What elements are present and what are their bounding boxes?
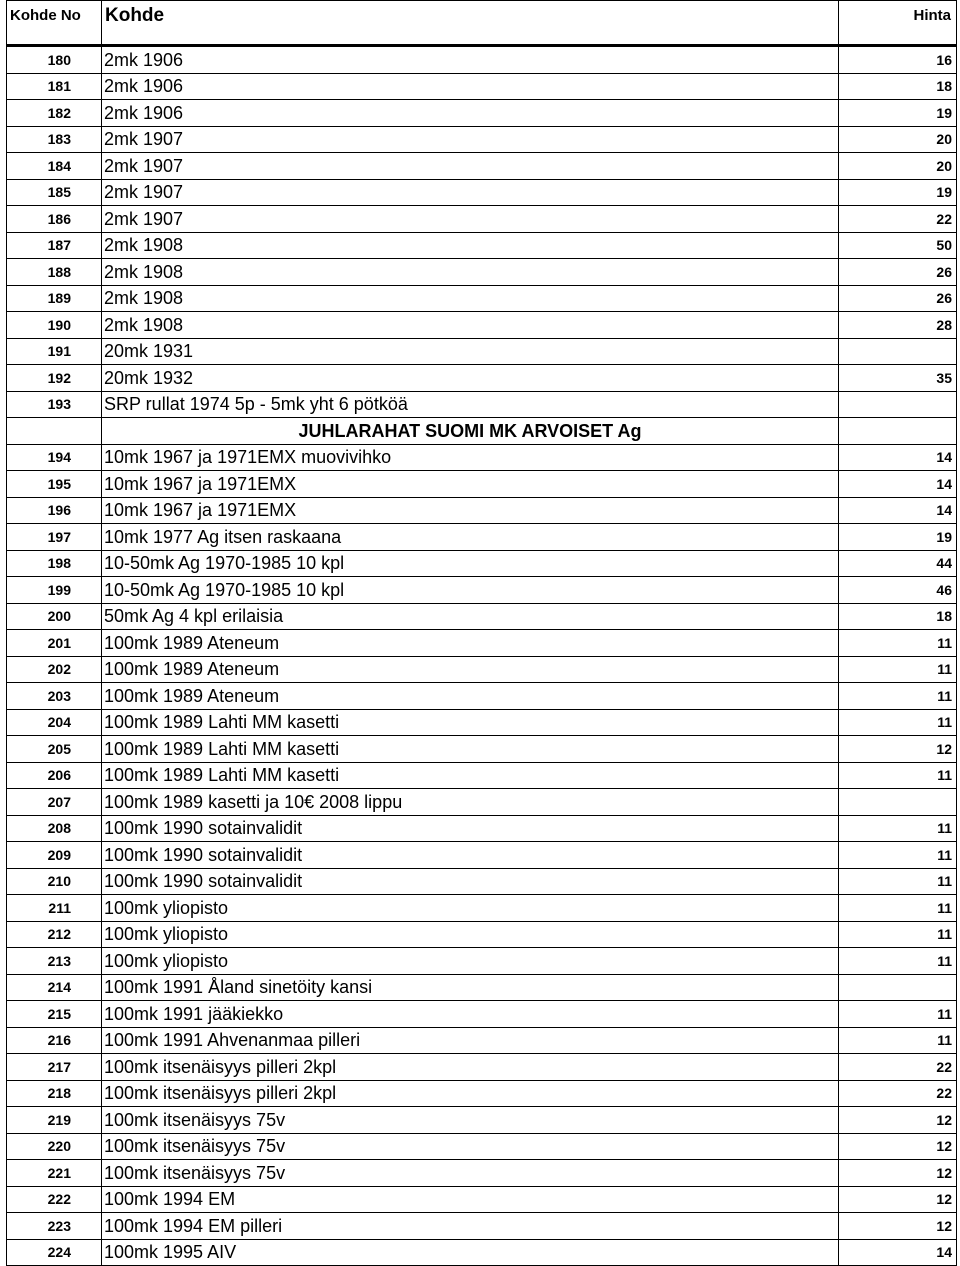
item-name: 2mk 1908 xyxy=(102,232,839,259)
item-price: 12 xyxy=(839,736,957,763)
item-number: 191 xyxy=(7,338,102,365)
item-number: 200 xyxy=(7,603,102,630)
price-list-table xyxy=(6,0,957,1266)
table-row xyxy=(7,815,957,842)
item-name: 100mk 1989 kasetti ja 10€ 2008 lippu xyxy=(102,789,839,816)
item-name: 2mk 1908 xyxy=(102,312,839,339)
item-price: 11 xyxy=(839,762,957,789)
table-row xyxy=(7,948,957,975)
item-number: 219 xyxy=(7,1107,102,1134)
table-row xyxy=(7,153,957,180)
item-price: 22 xyxy=(839,1080,957,1107)
item-number: 181 xyxy=(7,73,102,100)
table-row xyxy=(7,1027,957,1054)
item-price xyxy=(839,391,957,418)
item-price: 11 xyxy=(839,1027,957,1054)
item-number: 199 xyxy=(7,577,102,604)
item-price: 20 xyxy=(839,153,957,180)
item-number: 182 xyxy=(7,100,102,127)
item-number: 224 xyxy=(7,1239,102,1266)
item-number: 189 xyxy=(7,285,102,312)
item-name: 100mk 1989 Ateneum xyxy=(102,656,839,683)
item-price: 12 xyxy=(839,1107,957,1134)
item-price: 19 xyxy=(839,100,957,127)
table-row xyxy=(7,868,957,895)
table-row xyxy=(7,365,957,392)
table-row xyxy=(7,206,957,233)
item-number: 198 xyxy=(7,550,102,577)
table-row xyxy=(7,762,957,789)
item-number: 197 xyxy=(7,524,102,551)
table-row xyxy=(7,73,957,100)
item-price: 11 xyxy=(839,683,957,710)
item-price: 11 xyxy=(839,815,957,842)
item-price: 18 xyxy=(839,603,957,630)
price-list-sheet xyxy=(6,0,956,1266)
table-row xyxy=(7,656,957,683)
table-row xyxy=(7,709,957,736)
item-name: 2mk 1907 xyxy=(102,126,839,153)
item-price: 35 xyxy=(839,365,957,392)
item-name: 20mk 1932 xyxy=(102,365,839,392)
item-name: 100mk 1989 Lahti MM kasetti xyxy=(102,762,839,789)
item-number: 205 xyxy=(7,736,102,763)
table-row xyxy=(7,921,957,948)
table-row xyxy=(7,1186,957,1213)
item-name: 100mk 1990 sotainvalidit xyxy=(102,868,839,895)
item-number: 190 xyxy=(7,312,102,339)
item-number: 203 xyxy=(7,683,102,710)
item-number: 196 xyxy=(7,497,102,524)
table-row xyxy=(7,391,957,418)
item-price: 50 xyxy=(839,232,957,259)
item-number: 209 xyxy=(7,842,102,869)
table-row xyxy=(7,285,957,312)
item-name: 2mk 1906 xyxy=(102,46,839,74)
table-row xyxy=(7,100,957,127)
item-name: 2mk 1907 xyxy=(102,153,839,180)
item-name: 2mk 1906 xyxy=(102,73,839,100)
table-row xyxy=(7,524,957,551)
item-number xyxy=(7,418,102,445)
header-item-number: Kohde No xyxy=(7,1,102,46)
item-price: 16 xyxy=(839,46,957,74)
table-row xyxy=(7,1054,957,1081)
item-number: 210 xyxy=(7,868,102,895)
table-body xyxy=(7,46,957,1266)
item-price: 26 xyxy=(839,259,957,286)
item-price: 28 xyxy=(839,312,957,339)
item-number: 220 xyxy=(7,1133,102,1160)
table-row xyxy=(7,126,957,153)
item-number: 180 xyxy=(7,46,102,74)
table-row xyxy=(7,471,957,498)
table-header xyxy=(7,1,957,46)
item-price: 44 xyxy=(839,550,957,577)
item-name: 50mk Ag 4 kpl erilaisia xyxy=(102,603,839,630)
item-name: 100mk 1991 jääkiekko xyxy=(102,1001,839,1028)
item-name: 2mk 1908 xyxy=(102,285,839,312)
table-row xyxy=(7,46,957,74)
item-name: 100mk yliopisto xyxy=(102,921,839,948)
item-price: 11 xyxy=(839,1001,957,1028)
item-name: 10mk 1967 ja 1971EMX xyxy=(102,471,839,498)
table-row xyxy=(7,1160,957,1187)
item-price: 11 xyxy=(839,921,957,948)
item-number: 183 xyxy=(7,126,102,153)
item-price: 12 xyxy=(839,1133,957,1160)
item-price: 14 xyxy=(839,1239,957,1266)
item-name: 100mk 1990 sotainvalidit xyxy=(102,842,839,869)
item-name: 100mk 1991 Åland sinetöity kansi xyxy=(102,974,839,1001)
item-number: 193 xyxy=(7,391,102,418)
item-price: 11 xyxy=(839,842,957,869)
item-number: 186 xyxy=(7,206,102,233)
item-number: 184 xyxy=(7,153,102,180)
table-row xyxy=(7,338,957,365)
item-number: 187 xyxy=(7,232,102,259)
table-row xyxy=(7,630,957,657)
item-price xyxy=(839,789,957,816)
item-number: 185 xyxy=(7,179,102,206)
item-price: 19 xyxy=(839,179,957,206)
item-name: 100mk 1989 Lahti MM kasetti xyxy=(102,736,839,763)
table-row xyxy=(7,1213,957,1240)
table-row xyxy=(7,1107,957,1134)
item-number: 192 xyxy=(7,365,102,392)
item-price: 12 xyxy=(839,1160,957,1187)
item-name: 10-50mk Ag 1970-1985 10 kpl xyxy=(102,577,839,604)
item-number: 215 xyxy=(7,1001,102,1028)
item-price xyxy=(839,338,957,365)
item-price: 11 xyxy=(839,895,957,922)
item-name: 100mk itsenäisyys pilleri 2kpl xyxy=(102,1080,839,1107)
table-row xyxy=(7,312,957,339)
item-name: 100mk itsenäisyys pilleri 2kpl xyxy=(102,1054,839,1081)
item-name: 100mk itsenäisyys 75v xyxy=(102,1107,839,1134)
item-name: 100mk 1989 Ateneum xyxy=(102,683,839,710)
item-number: 208 xyxy=(7,815,102,842)
table-row xyxy=(7,736,957,763)
item-price: 18 xyxy=(839,73,957,100)
item-number: 223 xyxy=(7,1213,102,1240)
section-title: JUHLARAHAT SUOMI MK ARVOISET Ag xyxy=(102,418,839,445)
table-row xyxy=(7,577,957,604)
item-price: 11 xyxy=(839,709,957,736)
item-name: 2mk 1907 xyxy=(102,179,839,206)
section-header-row xyxy=(7,418,957,445)
item-price: 11 xyxy=(839,868,957,895)
item-name: 20mk 1931 xyxy=(102,338,839,365)
header-price: Hinta xyxy=(839,1,957,46)
item-price: 22 xyxy=(839,1054,957,1081)
item-number: 195 xyxy=(7,471,102,498)
item-number: 212 xyxy=(7,921,102,948)
item-name: 100mk 1989 Ateneum xyxy=(102,630,839,657)
table-row xyxy=(7,259,957,286)
item-price: 12 xyxy=(839,1186,957,1213)
item-name: 100mk yliopisto xyxy=(102,895,839,922)
table-row xyxy=(7,444,957,471)
item-price xyxy=(839,418,957,445)
item-number: 202 xyxy=(7,656,102,683)
item-price: 19 xyxy=(839,524,957,551)
item-name: 100mk 1989 Lahti MM kasetti xyxy=(102,709,839,736)
item-name: SRP rullat 1974 5p - 5mk yht 6 pötköä xyxy=(102,391,839,418)
table-row xyxy=(7,895,957,922)
item-name: 100mk 1994 EM xyxy=(102,1186,839,1213)
item-name: 10-50mk Ag 1970-1985 10 kpl xyxy=(102,550,839,577)
item-number: 188 xyxy=(7,259,102,286)
item-number: 211 xyxy=(7,895,102,922)
item-price: 26 xyxy=(839,285,957,312)
item-name: 100mk itsenäisyys 75v xyxy=(102,1133,839,1160)
item-price: 11 xyxy=(839,656,957,683)
header-item-name: Kohde xyxy=(102,1,839,46)
item-number: 194 xyxy=(7,444,102,471)
item-number: 213 xyxy=(7,948,102,975)
item-price: 20 xyxy=(839,126,957,153)
item-price: 12 xyxy=(839,1213,957,1240)
table-row xyxy=(7,1133,957,1160)
table-row xyxy=(7,974,957,1001)
item-price: 11 xyxy=(839,630,957,657)
item-name: 100mk 1995 AIV xyxy=(102,1239,839,1266)
table-row xyxy=(7,179,957,206)
item-name: 100mk 1994 EM pilleri xyxy=(102,1213,839,1240)
item-name: 2mk 1906 xyxy=(102,100,839,127)
item-price: 14 xyxy=(839,497,957,524)
item-price: 14 xyxy=(839,444,957,471)
table-row xyxy=(7,232,957,259)
item-name: 2mk 1908 xyxy=(102,259,839,286)
item-name: 100mk yliopisto xyxy=(102,948,839,975)
item-price xyxy=(839,974,957,1001)
item-number: 222 xyxy=(7,1186,102,1213)
item-price: 22 xyxy=(839,206,957,233)
header-row xyxy=(7,1,957,46)
table-row xyxy=(7,1080,957,1107)
item-name: 2mk 1907 xyxy=(102,206,839,233)
table-row xyxy=(7,842,957,869)
item-price: 46 xyxy=(839,577,957,604)
item-number: 216 xyxy=(7,1027,102,1054)
item-price: 14 xyxy=(839,471,957,498)
table-row xyxy=(7,550,957,577)
item-price: 11 xyxy=(839,948,957,975)
item-name: 10mk 1967 ja 1971EMX xyxy=(102,497,839,524)
item-number: 221 xyxy=(7,1160,102,1187)
item-number: 201 xyxy=(7,630,102,657)
item-number: 217 xyxy=(7,1054,102,1081)
item-number: 218 xyxy=(7,1080,102,1107)
table-row xyxy=(7,497,957,524)
table-row xyxy=(7,789,957,816)
item-name: 100mk 1990 sotainvalidit xyxy=(102,815,839,842)
table-row xyxy=(7,1239,957,1266)
table-row xyxy=(7,683,957,710)
item-name: 10mk 1967 ja 1971EMX muovivihko xyxy=(102,444,839,471)
item-name: 100mk 1991 Ahvenanmaa pilleri xyxy=(102,1027,839,1054)
item-number: 204 xyxy=(7,709,102,736)
table-row xyxy=(7,603,957,630)
item-number: 207 xyxy=(7,789,102,816)
item-name: 100mk itsenäisyys 75v xyxy=(102,1160,839,1187)
item-name: 10mk 1977 Ag itsen raskaana xyxy=(102,524,839,551)
item-number: 214 xyxy=(7,974,102,1001)
table-row xyxy=(7,1001,957,1028)
item-number: 206 xyxy=(7,762,102,789)
